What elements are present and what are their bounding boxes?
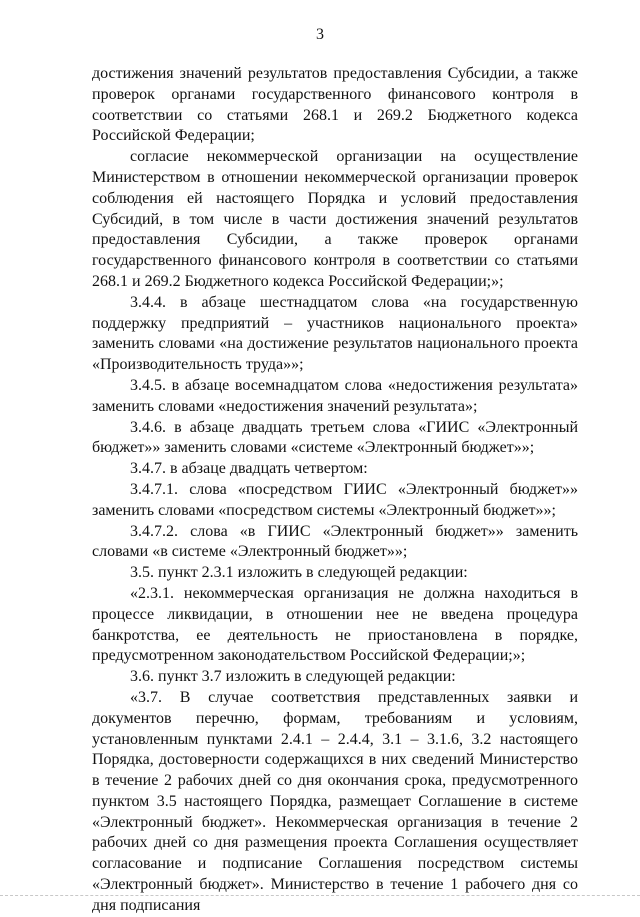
paragraph: согласие некоммерческой организации на осуществление Министерством в отношении некоммерческой организации проверок соблюдения ей настоящего Порядка и условий предоставления Субсидий, в том числе в части достижения значений результатов предоставления Субсидии, а также проверок органами государственного финансового контроля в соответствии со статьями 268.1 и 269.2 Бюджетного кодекса Российской Федерации;»; (92, 148, 578, 290)
paragraph: 3.5. пункт 2.3.1 изложить в следующей редакции: (130, 564, 468, 582)
document-body (92, 64, 578, 917)
paragraph: 3.6. пункт 3.7 изложить в следующей редакции: (130, 668, 456, 686)
paragraph: 3.4.7.1. слова «посредством ГИИС «Электронный бюджет»» заменить словами «посредством системы «Электронный бюджет»»; (92, 480, 578, 519)
paragraph: «3.7. В случае соответствия представленных заявки и документов перечню, формам, требованиям и условиям, установленным пунктами 2.4.1 – 2.4.4, 3.1 – 3.1.6, 3.2 настоящего Порядка, достоверности содержащихся в них сведений Министерство в течение 2 рабочих дней со дня окончания срока, предусмотренного пунктом 3.5 настоящего Порядка, размещает Соглашение в системе «Электронный бюджет». Некоммерческая организация в течение 2 рабочих дней со дня размещения проекта Соглашения осуществляет согласование и подписание Соглашения посредством системы «Электронный бюджет». Министерство в течение 1 рабочего дня со дня подписания (92, 688, 578, 914)
page-edge-divider (0, 895, 640, 899)
paragraph: 3.4.7. в абзаце двадцать четвертом: (130, 460, 368, 478)
paragraph: достижения значений результатов предоставления Субсидии, а также проверок органами государственного финансового контроля в соответствии со статьями 268.1 и 269.2 Бюджетного кодекса Российской Федерации; (92, 65, 578, 145)
paragraph: «2.3.1. некоммерческая организация не должна находиться в процессе ликвидации, в отношении нее не введена процедура банкротства, ее деятельность не приостановлена в порядке, предусмотренном законодательством Российской Федерации;»; (92, 584, 578, 665)
paragraph: 3.4.6. в абзаце двадцать третьем слова «ГИИС «Электронный бюджет»» заменить словами «системе «Электронный бюджет»»; (92, 418, 578, 457)
paragraph: 3.4.7.2. слова «в ГИИС «Электронный бюджет»» заменить словами «в системе «Электронный бюджет»»; (92, 522, 578, 561)
paragraph: 3.4.4. в абзаце шестнадцатом слова «на государственную поддержку предприятий – участников национального проекта» заменить словами «на достижение результатов национального проекта «Производительность труда»»; (92, 293, 578, 374)
page-number: 3 (316, 26, 324, 43)
paragraph: 3.4.5. в абзаце восемнадцатом слова «недостижения результата» заменить словами «недостижения значений результата»; (92, 376, 578, 415)
